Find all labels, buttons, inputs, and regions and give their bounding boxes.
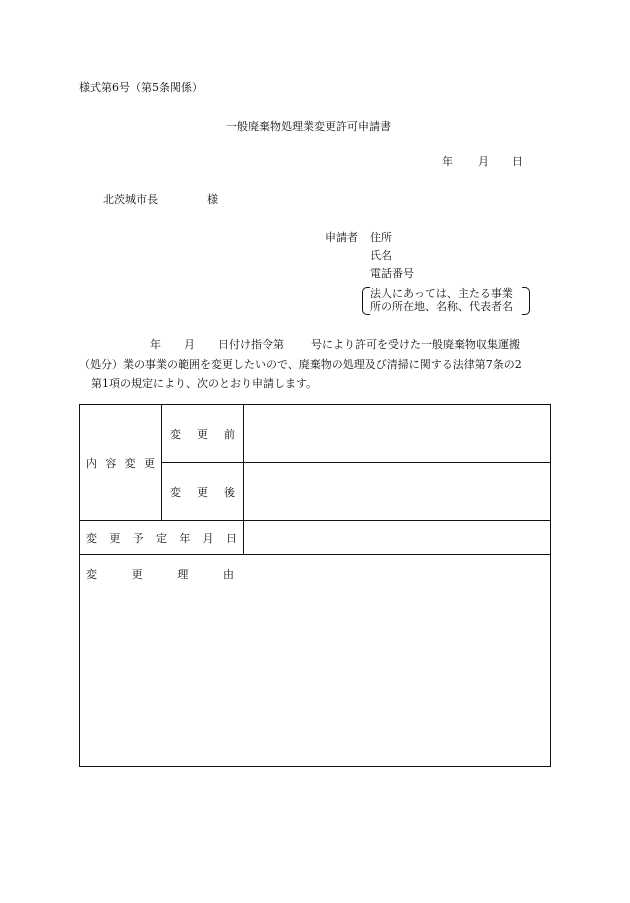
label-char: 更 (197, 427, 208, 441)
label-char: 変 (170, 427, 181, 441)
after-value-field[interactable] (244, 463, 551, 521)
addressee-honorific: 様 (207, 193, 218, 206)
label-char: 容 (105, 456, 117, 470)
change-form-table (79, 404, 551, 767)
after-label-cell (162, 463, 244, 521)
date-month: 月 (478, 155, 489, 168)
before-value-field[interactable] (244, 405, 551, 463)
left-brace (362, 287, 370, 315)
addressee-name: 北茨城市長 (103, 193, 158, 206)
label-char: 更 (109, 531, 121, 545)
before-label (170, 426, 235, 442)
label-char: 更 (197, 485, 208, 499)
right-brace (522, 287, 530, 315)
planned-date-label (86, 530, 237, 546)
body-line1-part2: 号により許可を受けた一般廃棄物収集運搬 (311, 338, 520, 351)
label-char: 年 (179, 531, 191, 545)
body-line3: 第1項の規定により、次のとおり申請します。 (91, 377, 318, 390)
date-year: 年 (442, 155, 453, 168)
date-day: 日 (512, 155, 523, 168)
corporate-note-line2: 所の所在地、名称、代表者名 (370, 300, 513, 313)
reason-label (86, 566, 234, 582)
label-char: 変 (170, 485, 181, 499)
label-char: 更 (143, 456, 155, 470)
body-month: 月 (184, 338, 195, 351)
label-char: 変 (124, 456, 136, 470)
label-char: 前 (224, 427, 235, 441)
name-label: 氏名 (370, 249, 392, 262)
corporate-note-line1: 法人にあっては、主たる事業 (370, 287, 513, 300)
reason-cell[interactable] (80, 555, 551, 767)
label-char: 由 (222, 568, 234, 581)
body-year: 年 (150, 338, 161, 351)
phone-label: 電話番号 (370, 267, 414, 280)
planned-date-label-cell (80, 521, 244, 555)
form-number: 様式第6号（第5条関係） (79, 81, 203, 94)
label-char: 予 (132, 531, 144, 545)
label-char: 変 (86, 568, 97, 581)
planned-date-value-field[interactable] (244, 521, 551, 555)
label-char: 後 (224, 485, 235, 499)
body-line1-part1: 日付け指令第 (218, 338, 284, 351)
label-char: 理 (177, 568, 189, 581)
label-char: 定 (155, 531, 167, 545)
content-change-label (86, 455, 155, 471)
body-line2: （処分）業の事業の範囲を変更したいので、廃棄物の処理及び清掃に関する法律第7条の2 (79, 358, 522, 371)
label-char: 月 (202, 531, 214, 545)
after-label (170, 484, 235, 500)
content-change-label-cell (80, 405, 162, 521)
label-char: 日 (225, 531, 237, 545)
before-label-cell (162, 405, 244, 463)
document-title: 一般廃棄物処理業変更許可申請書 (226, 120, 391, 133)
label-char: 変 (86, 531, 97, 545)
applicant-label: 申請者 (325, 231, 358, 244)
label-char: 更 (131, 568, 143, 581)
address-label: 住所 (370, 231, 392, 244)
label-char: 内 (86, 456, 97, 470)
